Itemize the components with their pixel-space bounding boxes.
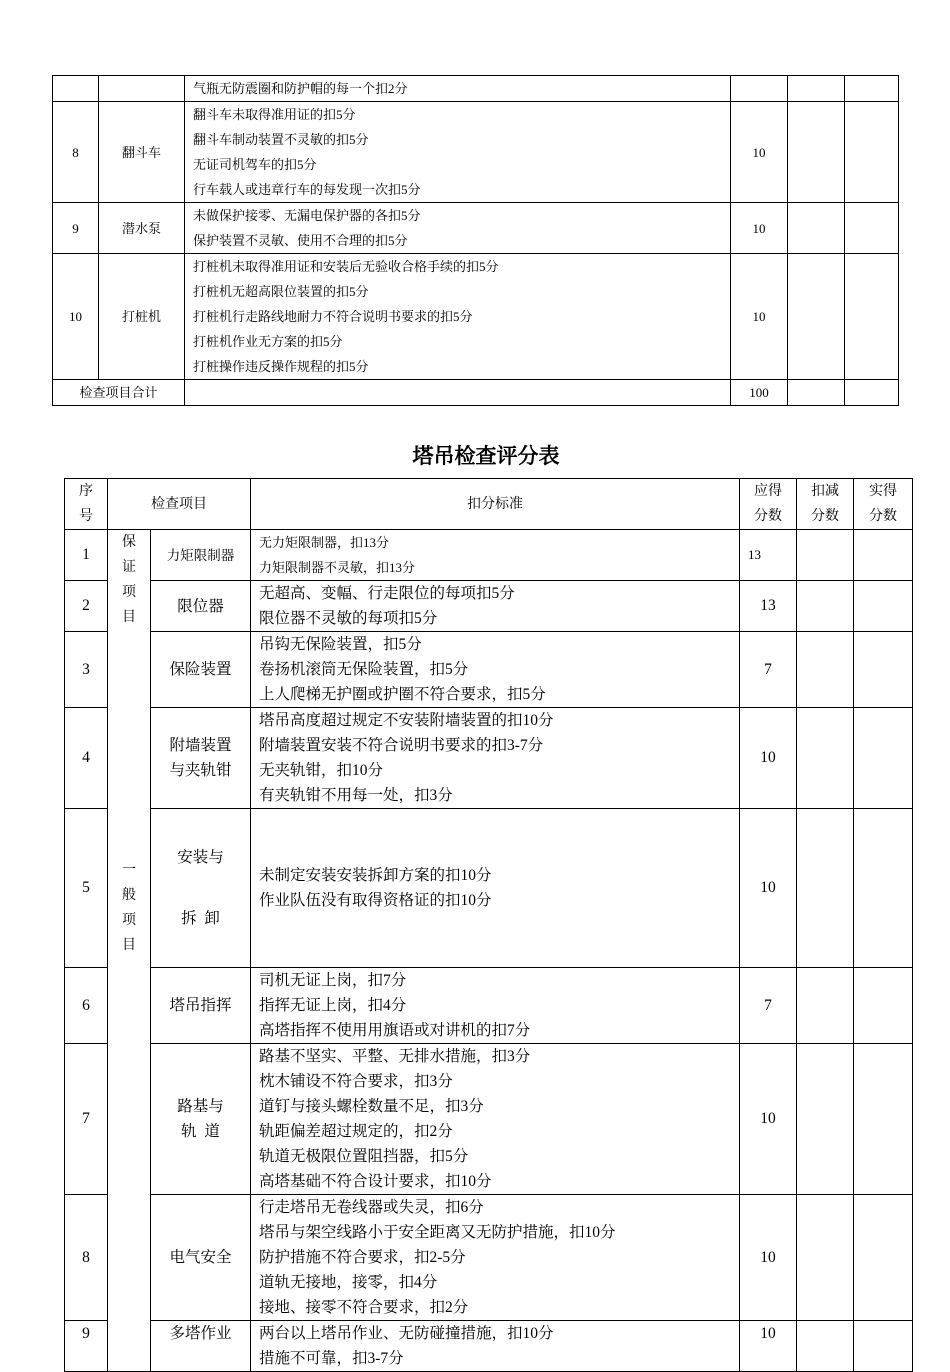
header-standard: 扣分标准 bbox=[251, 479, 740, 530]
row-item: 附墙装置 与夹轨钳 bbox=[151, 708, 251, 809]
table-row bbox=[65, 968, 913, 1044]
deduction-criteria: 未制定安装安装拆卸方案的扣10分 作业队伍没有取得资格证的扣10分 bbox=[251, 809, 740, 968]
should-score: 7 bbox=[740, 632, 797, 708]
deduction-criteria: 无力矩限制器，扣13分 力矩限制器不灵敏，扣13分 bbox=[251, 530, 740, 581]
deduct-score-cell bbox=[788, 380, 845, 406]
equipment-check-table-continued bbox=[52, 75, 899, 406]
row-item: 限位器 bbox=[151, 581, 251, 632]
actual-score-cell bbox=[854, 581, 913, 632]
table-row bbox=[65, 1044, 913, 1195]
row-number: 9 bbox=[65, 1321, 108, 1372]
deduct-score-cell bbox=[797, 632, 854, 708]
table-row bbox=[65, 632, 913, 708]
should-score: 10 bbox=[731, 203, 788, 254]
deduct-score-cell bbox=[788, 76, 845, 102]
row-item: 多塔作业 bbox=[151, 1321, 251, 1372]
total-blank-cell bbox=[185, 380, 731, 406]
actual-score-cell bbox=[845, 76, 899, 102]
deduct-score-cell bbox=[788, 102, 845, 203]
deduction-criteria: 无超高、变幅、行走限位的每项扣5分 限位器不灵敏的每项扣5分 bbox=[251, 581, 740, 632]
should-score bbox=[731, 76, 788, 102]
row-item: 打桩机 bbox=[99, 254, 185, 380]
deduction-criteria: 未做保护接零、无漏电保护器的各扣5分 保护装置不灵敏、使用不合理的扣5分 bbox=[185, 203, 731, 254]
actual-score-cell bbox=[854, 809, 913, 968]
total-label: 检查项目合计 bbox=[53, 380, 185, 406]
deduction-criteria: 翻斗车未取得准用证的扣5分 翻斗车制动装置不灵敏的扣5分 无证司机驾车的扣5分 行车载人或违章行车的每发现一次扣5分 bbox=[185, 102, 731, 203]
deduct-score-cell bbox=[797, 581, 854, 632]
row-number: 2 bbox=[65, 581, 108, 632]
actual-score-cell bbox=[854, 632, 913, 708]
table-header bbox=[65, 479, 913, 530]
actual-score-cell bbox=[854, 1195, 913, 1321]
row-number: 6 bbox=[65, 968, 108, 1044]
table-row bbox=[53, 203, 899, 254]
table-row bbox=[65, 581, 913, 632]
page-title: 塔吊检查评分表 bbox=[412, 444, 560, 468]
should-score: 10 bbox=[731, 254, 788, 380]
deduct-score-cell bbox=[797, 1195, 854, 1321]
deduction-criteria: 气瓶无防震圈和防护帽的每一个扣2分 bbox=[185, 76, 731, 102]
row-number: 8 bbox=[53, 102, 99, 203]
row-item: 力矩限制器 bbox=[151, 530, 251, 581]
actual-score-cell bbox=[845, 203, 899, 254]
actual-score-cell bbox=[854, 708, 913, 809]
should-score: 10 bbox=[740, 708, 797, 809]
row-item: 潜水泵 bbox=[99, 203, 185, 254]
deduction-criteria: 司机无证上岗，扣7分 指挥无证上岗，扣4分 高塔指挥不使用用旗语或对讲机的扣7分 bbox=[251, 968, 740, 1044]
should-score: 10 bbox=[731, 102, 788, 203]
deduction-criteria: 打桩机未取得准用证和安装后无验收合格手续的扣5分 打桩机无超高限位装置的扣5分 打桩机行走路线地耐力不符合说明书要求的扣5分 打桩机作业无方案的扣5分 打桩操作违反操作规程的扣5分 bbox=[185, 254, 731, 380]
actual-score-cell bbox=[854, 1044, 913, 1195]
deduct-score-cell bbox=[797, 708, 854, 809]
header-actual-score: 实得 分数 bbox=[854, 479, 913, 530]
header-item: 检查项目 bbox=[108, 479, 251, 530]
row-number: 9 bbox=[53, 203, 99, 254]
row-number: 5 bbox=[65, 809, 108, 968]
actual-score-cell bbox=[854, 968, 913, 1044]
row-number: 1 bbox=[65, 530, 108, 581]
table-row bbox=[65, 1321, 913, 1372]
table-row bbox=[53, 254, 899, 380]
actual-score-cell bbox=[845, 254, 899, 380]
row-number: 10 bbox=[53, 254, 99, 380]
table-row bbox=[65, 708, 913, 809]
should-score: 10 bbox=[740, 1044, 797, 1195]
actual-score-cell bbox=[854, 530, 913, 581]
actual-score-cell bbox=[845, 380, 899, 406]
row-number bbox=[53, 76, 99, 102]
should-score: 7 bbox=[740, 968, 797, 1044]
header-no: 序 号 bbox=[65, 479, 108, 530]
deduction-criteria: 路基不坚实、平整、无排水措施，扣3分 枕木铺设不符合要求，扣3分 道钉与接头螺栓数量不足，扣3分 轨距偏差超过规定的，扣2分 轨道无极限位置阻挡器，扣5分 高塔基础不符合设计要求，扣10分 bbox=[251, 1044, 740, 1195]
table-row bbox=[65, 809, 913, 968]
table-row bbox=[65, 530, 913, 581]
row-item: 电气安全 bbox=[151, 1195, 251, 1321]
total-score: 100 bbox=[731, 380, 788, 406]
table-row bbox=[53, 76, 899, 102]
total-row bbox=[53, 380, 899, 406]
actual-score-cell bbox=[845, 102, 899, 203]
tower-crane-check-table bbox=[64, 478, 913, 1372]
should-score: 10 bbox=[740, 1195, 797, 1321]
header-deduct-score: 扣减 分数 bbox=[797, 479, 854, 530]
row-number: 3 bbox=[65, 632, 108, 708]
deduction-criteria: 吊钩无保险装置，扣5分 卷扬机滚筒无保险装置，扣5分 上人爬梯无护圈或护圈不符合要求，扣5分 bbox=[251, 632, 740, 708]
deduction-criteria: 塔吊高度超过规定不安装附墙装置的扣10分 附墙装置安装不符合说明书要求的扣3-7分 无夹轨钳，扣10分 有夹轨钳不用每一处，扣3分 bbox=[251, 708, 740, 809]
row-item: 塔吊指挥 bbox=[151, 968, 251, 1044]
should-score: 10 bbox=[740, 1321, 797, 1372]
table-row bbox=[65, 1195, 913, 1321]
deduct-score-cell bbox=[797, 1044, 854, 1195]
header-should-score: 应得 分数 bbox=[740, 479, 797, 530]
row-item: 翻斗车 bbox=[99, 102, 185, 203]
row-number: 8 bbox=[65, 1195, 108, 1321]
group-guarantee-items: 保 证 项 目 bbox=[108, 530, 151, 632]
row-number: 4 bbox=[65, 708, 108, 809]
row-item: 安装与 拆 卸 bbox=[151, 809, 251, 968]
deduct-score-cell bbox=[797, 809, 854, 968]
deduct-score-cell bbox=[797, 530, 854, 581]
deduct-score-cell bbox=[788, 203, 845, 254]
should-score: 13 bbox=[740, 530, 797, 581]
deduct-score-cell bbox=[788, 254, 845, 380]
should-score: 13 bbox=[740, 581, 797, 632]
actual-score-cell bbox=[854, 1321, 913, 1372]
deduction-criteria: 两台以上塔吊作业、无防碰撞措施，扣10分 措施不可靠，扣3-7分 bbox=[251, 1321, 740, 1372]
group-general-items: 一 般 项 目 bbox=[108, 632, 151, 1372]
deduction-criteria: 行走塔吊无卷线器或失灵，扣6分 塔吊与架空线路小于安全距离又无防护措施，扣10分 防护措施不符合要求，扣2-5分 道轨无接地，接零，扣4分 接地、接零不符合要求，扣2分 bbox=[251, 1195, 740, 1321]
row-item bbox=[99, 76, 185, 102]
row-item: 路基与 轨 道 bbox=[151, 1044, 251, 1195]
deduct-score-cell bbox=[797, 1321, 854, 1372]
row-number: 7 bbox=[65, 1044, 108, 1195]
should-score: 10 bbox=[740, 809, 797, 968]
deduct-score-cell bbox=[797, 968, 854, 1044]
table-row bbox=[53, 102, 899, 203]
row-item: 保险装置 bbox=[151, 632, 251, 708]
